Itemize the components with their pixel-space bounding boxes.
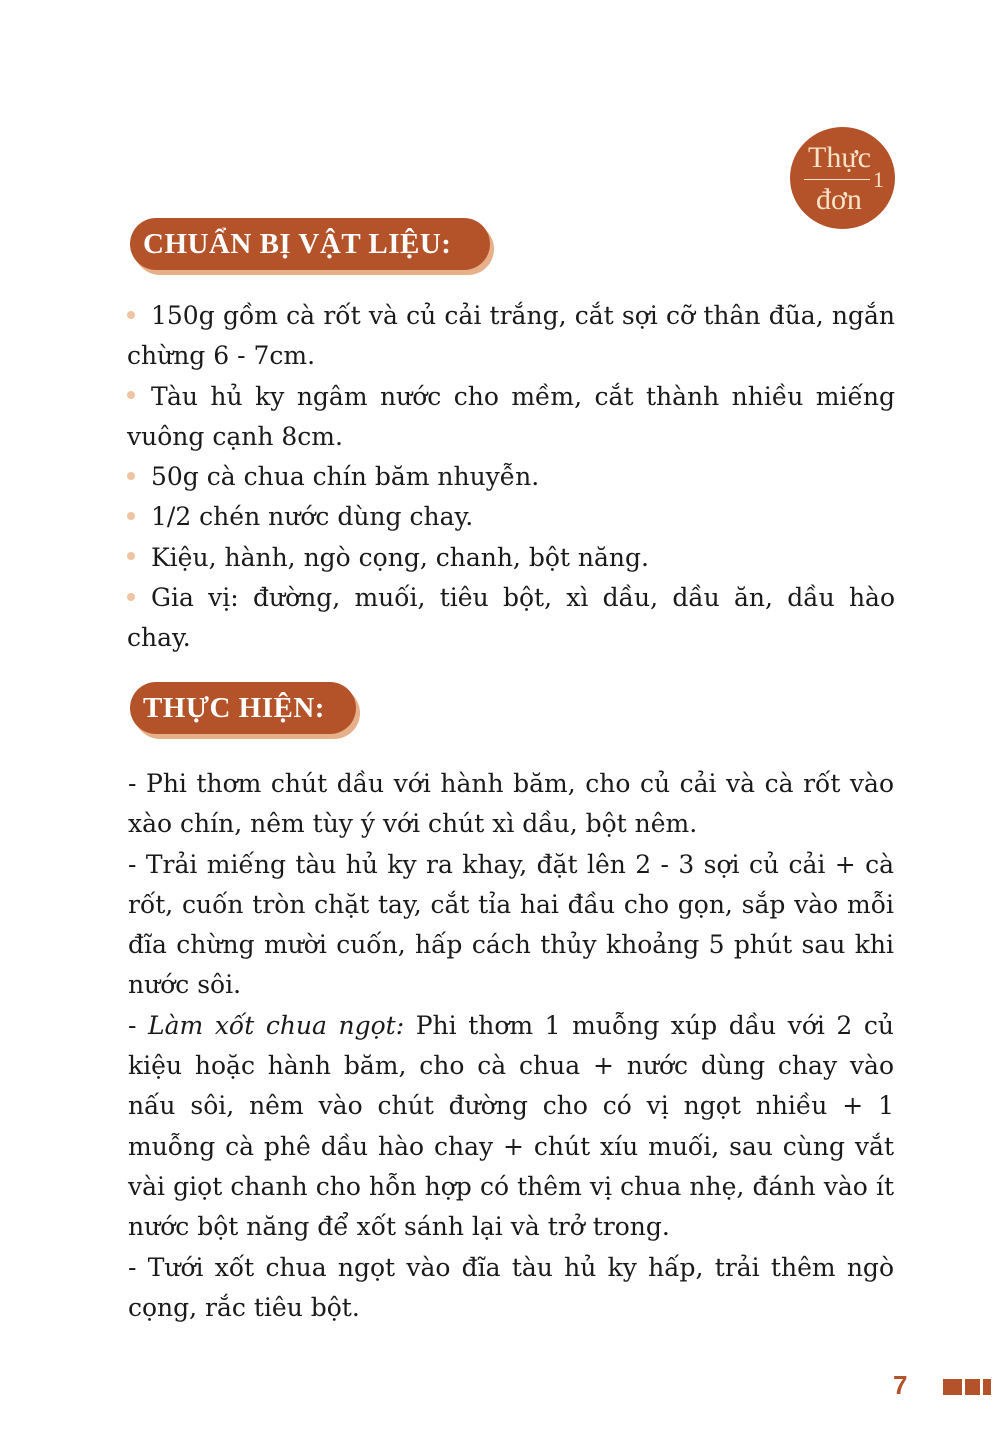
bullet-icon <box>127 472 135 480</box>
bullet-icon <box>127 593 135 601</box>
step-paragraph: - Tưới xốt chua ngọt vào đĩa tàu hủ ky hấp, trải thêm ngò cọng, rắc tiêu bột. <box>128 1252 894 1322</box>
section-heading-ingredients: CHUẨN BỊ VẬT LIỆU: <box>130 218 490 270</box>
badge-divider <box>804 179 870 180</box>
page-number: 7 <box>893 1370 908 1400</box>
badge-line1: Thực <box>808 141 871 174</box>
footer-square-decoration <box>983 1379 991 1395</box>
step-paragraph: - Phi thơm chút dầu với hành băm, cho củ cải và cà rốt vào xào chín, nêm tùy ý với chút xì dầu, bột nêm. <box>128 769 894 839</box>
list-item: 50g cà chua chín băm nhuyễn. <box>127 457 895 497</box>
bullet-icon <box>127 512 135 520</box>
list-item: Kiệu, hành, ngò cọng, chanh, bột năng. <box>127 538 895 578</box>
badge-line2: đơn <box>816 183 862 216</box>
menu-number-badge <box>790 127 895 229</box>
sauce-label: Làm xốt chua ngọt: <box>148 1010 405 1040</box>
footer-square-decoration <box>965 1379 980 1395</box>
ingredients-list <box>127 296 895 659</box>
list-item: Tàu hủ ky ngâm nước cho mềm, cắt thành nhiều miếng vuông cạnh 8cm. <box>127 381 895 451</box>
list-item: Gia vị: đường, muối, tiêu bột, xì dầu, dầu ăn, dầu hào chay. <box>127 583 895 653</box>
footer-square-decoration <box>943 1379 962 1395</box>
step-paragraph: - Làm xốt chua ngọt: Phi thơm 1 muỗng xúp dầu với 2 củ kiệu hoặc hành băm, cho cà chua + nước dùng chay vào nấu sôi, nêm vào chút đường cho có vị ngọt nhiều + 1 muỗng cà phê dầu hào chay + chút xíu muối, sau cùng vắt vài giọt chanh cho hỗn hợp có thêm vị chua nhẹ, đánh vào ít nước bột năng để xốt sánh lại và trở trong. <box>128 1010 895 1242</box>
method-steps <box>128 764 894 1328</box>
badge-number: 1 <box>873 167 884 192</box>
list-item: 150g gồm cà rốt và củ cải trắng, cắt sợi cỡ thân đũa, ngắn chừng 6 - 7cm. <box>127 301 895 371</box>
bullet-icon <box>127 311 135 319</box>
step-paragraph: - Trải miếng tàu hủ ky ra khay, đặt lên 2 - 3 sợi củ cải + cà rốt, cuốn tròn chặt tay, cắt tỉa hai đầu cho gọn, sắp vào mỗi đĩa chừng mười cuốn, hấp cách thủy khoảng 5 phút sau khi nước sôi. <box>128 849 894 1000</box>
list-item: 1/2 chén nước dùng chay. <box>127 497 895 537</box>
bullet-icon <box>127 552 135 560</box>
bullet-icon <box>127 391 135 399</box>
section-heading-method: THỰC HIỆN: <box>130 682 356 734</box>
